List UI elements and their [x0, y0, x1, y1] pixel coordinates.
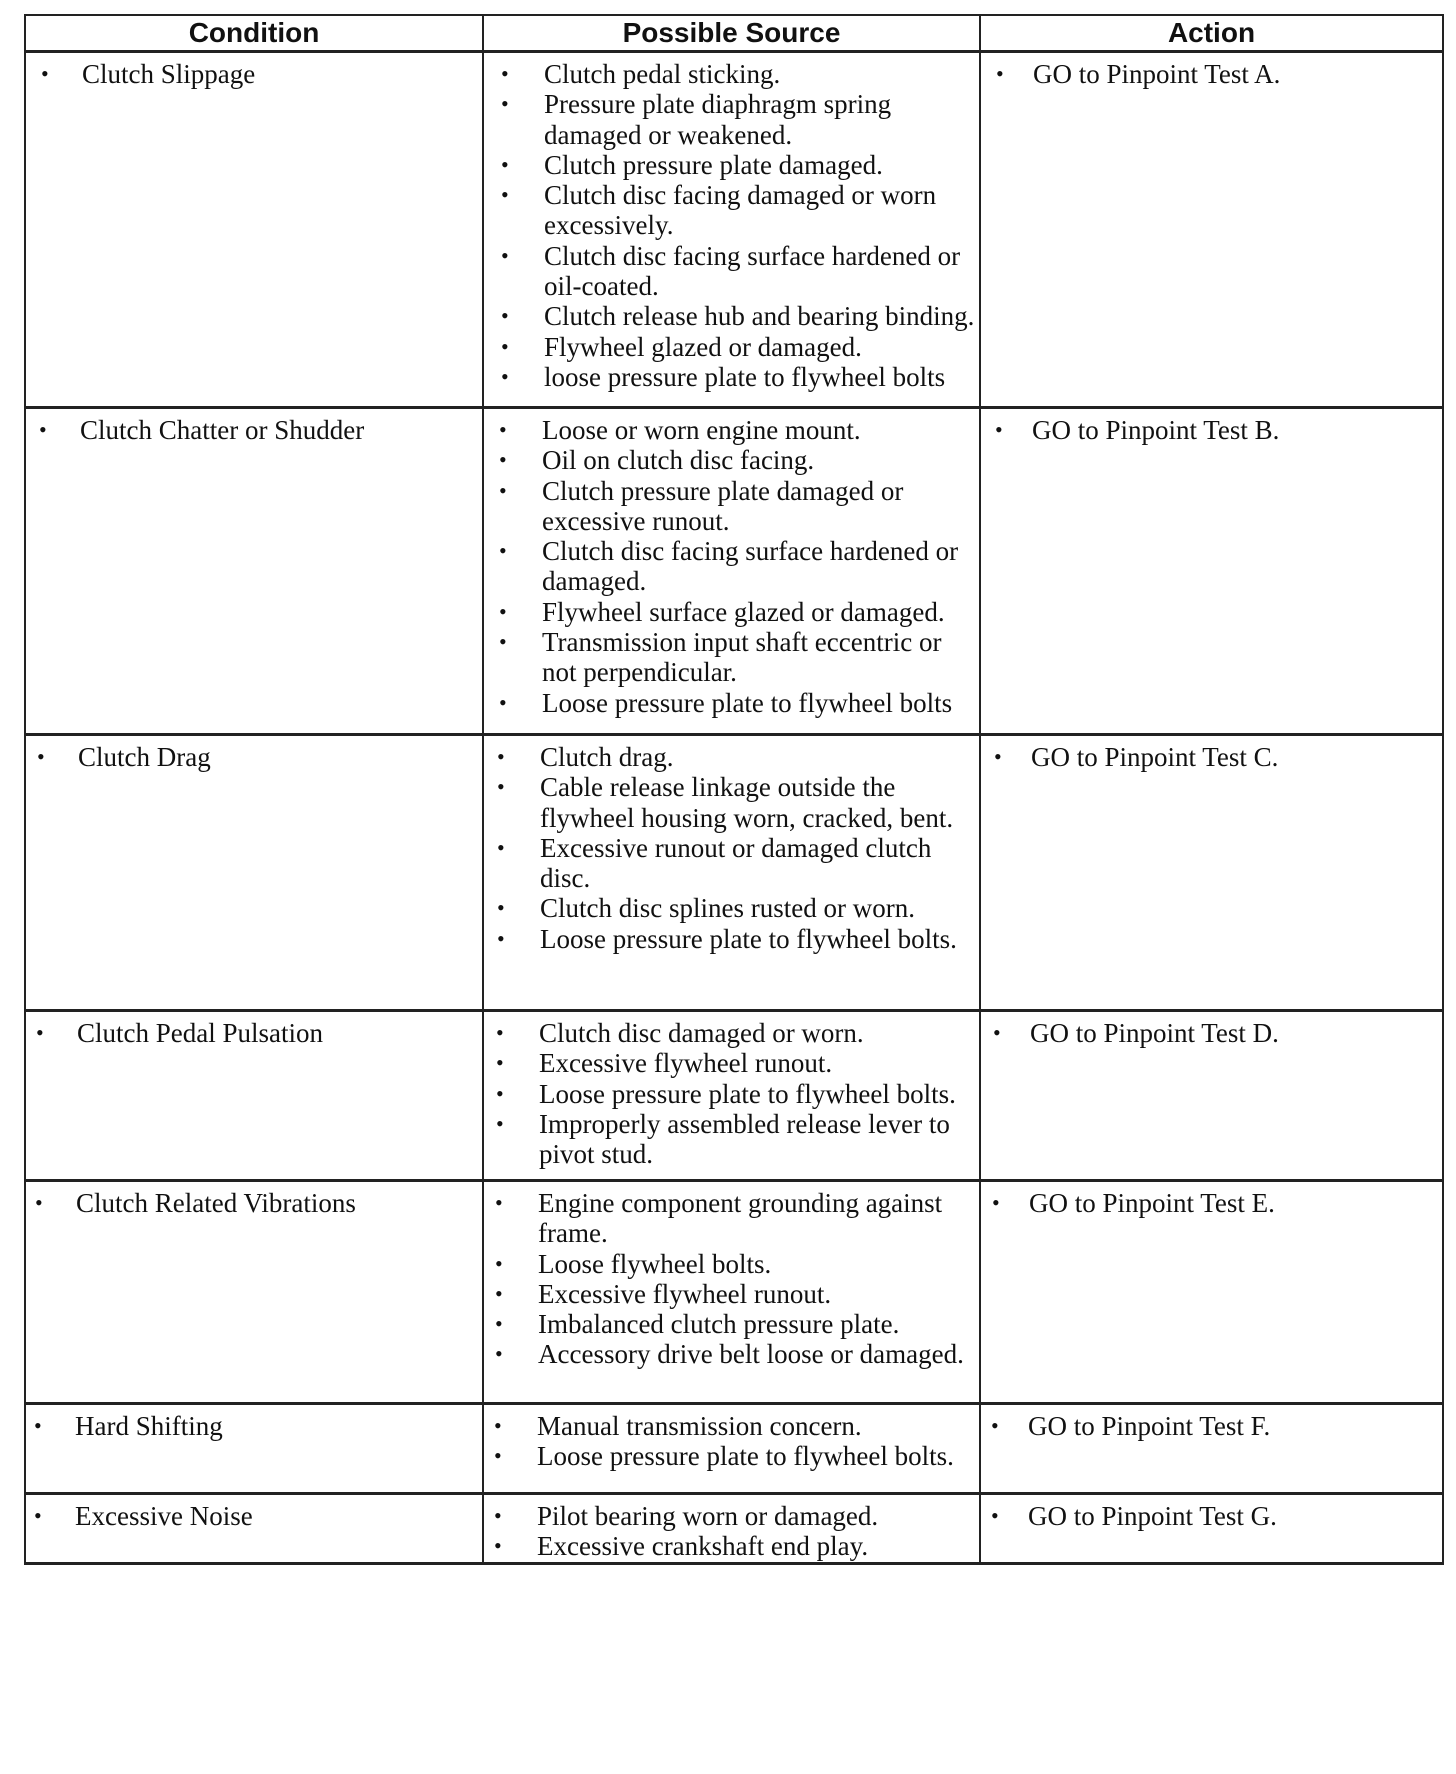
source-text: Flywheel glazed or damaged. — [544, 331, 862, 362]
condition-cell — [25, 52, 483, 408]
source-text: Imbalanced clutch pressure plate. — [538, 1309, 900, 1340]
source-text: loose pressure plate to flywheel bolts — [544, 361, 946, 392]
bullet-icon: • — [992, 1190, 1000, 1215]
header-row — [25, 15, 1443, 52]
source-text: Pilot bearing worn or damaged. — [537, 1501, 879, 1531]
possible-source-cell — [483, 408, 980, 735]
source-text: Manual transmission concern. — [537, 1411, 862, 1441]
source-text: Loose flywheel bolts. — [538, 1248, 772, 1279]
source-item — [490, 1279, 975, 1309]
condition-cell — [25, 1404, 483, 1494]
source-item — [491, 1079, 975, 1109]
source-text: Improperly assembled release lever to pivot stud. — [539, 1108, 950, 1170]
source-item — [490, 1339, 975, 1369]
condition-cell — [25, 1011, 483, 1181]
bullet-icon: • — [497, 774, 505, 800]
source-item — [492, 833, 975, 894]
source-item — [496, 89, 975, 150]
source-item — [492, 772, 975, 833]
bullet-icon: • — [993, 1020, 1001, 1045]
source-text: Clutch disc facing surface hardened or oil-coated. — [544, 240, 961, 302]
source-text: Clutch release hub and bearing binding. — [544, 301, 975, 332]
action-item — [986, 1501, 1438, 1531]
action-cell — [980, 1404, 1443, 1494]
source-item — [492, 924, 975, 954]
source-text: Excessive crankshaft end play. — [537, 1531, 869, 1562]
condition-item — [32, 742, 478, 772]
bullet-icon: • — [499, 689, 507, 715]
source-item — [490, 1188, 975, 1249]
diagnosis-table — [24, 14, 1444, 1565]
condition-item — [29, 1411, 478, 1441]
possible-source-cell — [483, 1494, 980, 1564]
bullet-icon: • — [501, 303, 509, 329]
bullet-icon: • — [994, 744, 1002, 769]
source-text: Pressure plate diaphragm spring damaged or weakened. — [544, 89, 892, 150]
source-text: Oil on clutch disc facing. — [542, 445, 815, 476]
bullet-icon: • — [501, 182, 509, 208]
bullet-icon: • — [499, 598, 507, 624]
source-item — [494, 445, 975, 475]
source-text: Excessive flywheel runout. — [539, 1048, 833, 1079]
source-item — [491, 1109, 975, 1170]
source-item — [492, 742, 975, 772]
bullet-icon: • — [495, 1341, 503, 1367]
condition-text: Clutch Pedal Pulsation — [77, 1018, 323, 1048]
source-item — [494, 536, 975, 597]
table-row — [25, 408, 1443, 735]
source-text: Clutch pedal sticking. — [544, 59, 781, 89]
source-text: Loose pressure plate to flywheel bolts — [542, 687, 953, 718]
condition-item — [36, 59, 478, 89]
action-cell — [980, 1494, 1443, 1564]
header-condition: Condition — [25, 15, 483, 52]
table-row — [25, 1011, 1443, 1181]
condition-text: Clutch Chatter or Shudder — [80, 415, 365, 445]
action-item — [991, 59, 1438, 89]
action-item — [989, 742, 1438, 772]
bullet-icon: • — [497, 744, 505, 769]
source-text: Clutch pressure plate damaged or excessive runout. — [542, 475, 904, 536]
action-text: GO to Pinpoint Test A. — [1033, 59, 1281, 89]
source-item — [489, 1441, 975, 1471]
source-item — [490, 1309, 975, 1339]
bullet-icon: • — [496, 1020, 504, 1045]
condition-cell — [25, 1181, 483, 1404]
condition-cell — [25, 735, 483, 1011]
source-item — [494, 476, 975, 537]
table-row — [25, 1404, 1443, 1494]
source-item — [496, 301, 975, 331]
action-text: GO to Pinpoint Test C. — [1031, 742, 1279, 772]
condition-text: Clutch Drag — [78, 742, 211, 772]
bullet-icon: • — [497, 925, 505, 951]
source-item — [494, 597, 975, 627]
source-item — [491, 1018, 975, 1048]
action-cell — [980, 735, 1443, 1011]
source-item — [492, 893, 975, 923]
action-text: GO to Pinpoint Test E. — [1029, 1188, 1275, 1218]
condition-text: Clutch Slippage — [82, 59, 256, 89]
action-item — [987, 1188, 1438, 1218]
source-text: Excessive flywheel runout. — [538, 1278, 832, 1309]
bullet-icon: • — [501, 61, 509, 86]
bullet-icon: • — [495, 1311, 503, 1337]
bullet-icon: • — [497, 895, 505, 921]
bullet-icon: • — [497, 834, 505, 860]
bullet-icon: • — [39, 417, 47, 442]
bullet-icon: • — [41, 61, 49, 86]
action-item — [986, 1411, 1438, 1441]
source-text: Engine component grounding against frame. — [538, 1188, 943, 1249]
possible-source-cell — [483, 1404, 980, 1494]
condition-item — [34, 415, 478, 445]
condition-cell — [25, 408, 483, 735]
source-text: Excessive runout or damaged clutch disc. — [540, 832, 932, 894]
source-text: Transmission input shaft eccentric or not perpendicular. — [542, 627, 942, 688]
table-body — [25, 52, 1443, 1564]
source-item — [490, 1249, 975, 1279]
bullet-icon: • — [494, 1533, 502, 1559]
source-item — [496, 362, 975, 392]
bullet-icon: • — [501, 242, 509, 268]
source-item — [494, 627, 975, 688]
action-cell — [980, 1011, 1443, 1181]
bullet-icon: • — [496, 1050, 504, 1076]
bullet-icon: • — [34, 1503, 42, 1528]
header-action: Action — [980, 15, 1443, 52]
action-text: GO to Pinpoint Test G. — [1028, 1501, 1277, 1531]
source-item — [496, 332, 975, 362]
condition-text: Excessive Noise — [75, 1501, 253, 1531]
source-text: Cable release linkage outside the flywheel housing worn, cracked, bent. — [540, 772, 954, 833]
action-item — [990, 415, 1438, 445]
bullet-icon: • — [499, 447, 507, 473]
possible-source-cell — [483, 735, 980, 1011]
source-text: Clutch disc splines rusted or worn. — [540, 893, 915, 924]
bullet-icon: • — [495, 1250, 503, 1276]
condition-item — [31, 1018, 478, 1048]
source-item — [496, 180, 975, 241]
condition-text: Hard Shifting — [75, 1411, 223, 1441]
bullet-icon: • — [991, 1413, 999, 1438]
bullet-icon: • — [495, 1190, 503, 1215]
bullet-icon: • — [495, 1280, 503, 1306]
bullet-icon: • — [35, 1190, 43, 1215]
bullet-icon: • — [501, 91, 509, 117]
possible-source-cell — [483, 1011, 980, 1181]
bullet-icon: • — [996, 61, 1004, 86]
source-text: Loose pressure plate to flywheel bolts. — [537, 1441, 954, 1472]
bullet-icon: • — [501, 333, 509, 359]
bullet-icon: • — [494, 1413, 502, 1438]
table-row — [25, 1494, 1443, 1564]
action-text: GO to Pinpoint Test B. — [1032, 415, 1280, 445]
bullet-icon: • — [995, 417, 1003, 442]
bullet-icon: • — [499, 538, 507, 564]
table-row — [25, 52, 1443, 408]
bullet-icon: • — [499, 629, 507, 655]
source-text: Loose pressure plate to flywheel bolts. — [540, 923, 957, 954]
source-text: Clutch disc damaged or worn. — [539, 1018, 864, 1048]
bullet-icon: • — [36, 1020, 44, 1045]
source-item — [489, 1531, 975, 1561]
bullet-icon: • — [501, 151, 509, 177]
header-possible-source: Possible Source — [483, 15, 980, 52]
source-text: Loose or worn engine mount. — [542, 415, 861, 445]
bullet-icon: • — [34, 1413, 42, 1438]
source-item — [496, 59, 975, 89]
bullet-icon: • — [494, 1443, 502, 1469]
source-item — [496, 150, 975, 180]
bullet-icon: • — [496, 1110, 504, 1136]
bullet-icon: • — [494, 1503, 502, 1528]
source-text: Loose pressure plate to flywheel bolts. — [539, 1078, 956, 1109]
source-item — [489, 1501, 975, 1531]
source-item — [491, 1048, 975, 1078]
table-row — [25, 735, 1443, 1011]
action-item — [988, 1018, 1438, 1048]
source-item — [496, 241, 975, 302]
bullet-icon: • — [991, 1503, 999, 1528]
source-text: Flywheel surface glazed or damaged. — [542, 596, 945, 627]
possible-source-cell — [483, 52, 980, 408]
source-item — [494, 688, 975, 718]
bullet-icon: • — [499, 477, 507, 503]
source-text: Clutch drag. — [540, 742, 674, 772]
source-text: Clutch disc facing surface hardened or damaged. — [542, 536, 959, 597]
condition-cell — [25, 1494, 483, 1564]
source-text: Accessory drive belt loose or damaged. — [538, 1339, 964, 1370]
action-cell — [980, 408, 1443, 735]
source-text: Clutch pressure plate damaged. — [544, 149, 883, 180]
table-row — [25, 1181, 1443, 1404]
action-text: GO to Pinpoint Test F. — [1028, 1411, 1271, 1441]
condition-text: Clutch Related Vibrations — [76, 1188, 356, 1218]
action-cell — [980, 52, 1443, 408]
source-item — [494, 415, 975, 445]
bullet-icon: • — [501, 363, 509, 389]
source-item — [489, 1411, 975, 1441]
bullet-icon: • — [496, 1080, 504, 1106]
possible-source-cell — [483, 1181, 980, 1404]
condition-item — [29, 1501, 478, 1531]
bullet-icon: • — [499, 417, 507, 442]
action-cell — [980, 1181, 1443, 1404]
source-text: Clutch disc facing damaged or worn excessively. — [544, 180, 937, 241]
bullet-icon: • — [37, 744, 45, 769]
action-text: GO to Pinpoint Test D. — [1030, 1018, 1279, 1048]
condition-item — [30, 1188, 478, 1218]
